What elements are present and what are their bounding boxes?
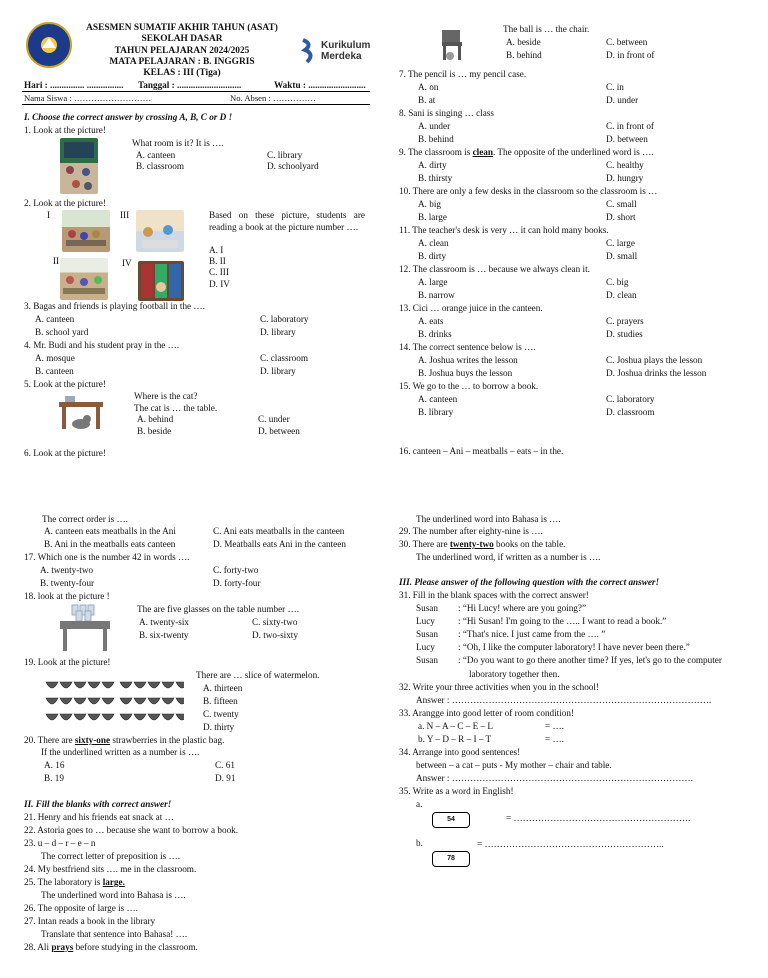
ball-chair-picture	[438, 28, 466, 62]
q4-option-b[interactable]: B. canteen	[35, 366, 74, 376]
q18-prompt: 18. look at the picture !	[24, 591, 110, 601]
watermelon-slice-icon	[102, 698, 114, 704]
q9-post: . The opposite of the underlined word is ….	[493, 147, 654, 157]
q9-option-b[interactable]: B. thirsty	[418, 173, 453, 183]
q11-text: 11. The teacher's desk is very … it can hold many books.	[399, 225, 609, 235]
q9-option-c[interactable]: C. healthy	[606, 160, 644, 170]
q4-option-a[interactable]: A. mosque	[35, 353, 75, 363]
q5-option-b[interactable]: B. beside	[137, 426, 172, 436]
dialog-line: : “Hi Lucy! where are you going?”	[458, 603, 587, 613]
q35a-number-box: 54	[432, 812, 470, 828]
watermelon-slice-icon	[176, 698, 184, 704]
q1-option-c[interactable]: C. library	[267, 150, 303, 160]
watermelon-picture	[44, 678, 184, 728]
q19-option-a[interactable]: A. thirteen	[203, 683, 243, 693]
q12-option-b[interactable]: B. narrow	[418, 290, 455, 300]
q11-option-d[interactable]: D. small	[606, 251, 638, 261]
dialog-line: : “Oh, I like the computer laboratory! I have never been there.”	[458, 642, 690, 652]
q3-option-b[interactable]: B. school yard	[35, 327, 89, 337]
q12-option-c[interactable]: C. big	[606, 277, 629, 287]
header-line-3: TAHUN PELAJARAN 2024/2025	[114, 45, 250, 56]
q29-text: 29. The number after eighty-nine is ….	[399, 526, 543, 536]
q-ball-text: The ball is … the chair.	[503, 24, 590, 34]
q35a-answer[interactable]: = ………………………………………………….	[506, 813, 691, 823]
q14-option-a[interactable]: A. Joshua writes the lesson	[418, 355, 518, 365]
q14-option-c[interactable]: C. Joshua plays the lesson	[606, 355, 703, 365]
q3-text: 3. Bagas and friends is playing football in the ….	[24, 301, 205, 311]
watermelon-slice-icon	[60, 714, 72, 720]
q1-option-d[interactable]: D. schoolyard	[267, 161, 319, 171]
q10-option-d[interactable]: D. short	[606, 212, 636, 222]
q3-option-c[interactable]: C. laboratory	[260, 314, 309, 324]
watermelon-slice-icon	[88, 682, 100, 688]
q19-option-c[interactable]: C. twenty	[203, 709, 239, 719]
q6-option-d[interactable]: D. Meatballs eats Ani in the canteen	[213, 539, 346, 549]
q27-text-2: Translate that sentence into Bahasa! ….	[41, 929, 188, 939]
q17-option-a[interactable]: A. twenty-two	[40, 565, 94, 575]
q9-option-d[interactable]: D. hungry	[606, 173, 644, 183]
q-ball-option-b[interactable]: B. behind	[506, 50, 542, 60]
q6-option-c[interactable]: C. Ani eats meatballs in the canteen	[213, 526, 345, 536]
q20-text-2: If the underlined written as a number is ….	[41, 747, 200, 757]
q4-text: 4. Mr. Budi and his student pray in the ….	[24, 340, 180, 350]
q7-text: 7. The pencil is … my pencil case.	[399, 69, 527, 79]
q4-option-d[interactable]: D. library	[260, 366, 296, 376]
q4-option-c[interactable]: C. classroom	[260, 353, 308, 363]
q22-text: 22. Astoria goes to … because she want to borrow a book.	[24, 825, 239, 835]
dialog-continuation: laboratory together then.	[469, 669, 560, 679]
q9-text	[399, 147, 654, 159]
watermelon-slice-icon	[120, 714, 132, 720]
watermelon-slice-icon	[176, 714, 184, 720]
tanggal-field: Tanggal : ............................	[138, 80, 242, 90]
q33-text: 33. Arangge into good letter of room condition!	[399, 708, 575, 718]
q32-text: 32. Write your three activities when you in the school!	[399, 682, 600, 692]
q10-text: 10. There are only a few desks in the classroom so the classroom is …	[399, 186, 658, 196]
q25-text	[24, 877, 125, 889]
q25-text-2: The underlined word into Bahasa is ….	[41, 890, 186, 900]
watermelon-slice-icon	[88, 714, 100, 720]
watermelon-slice-icon	[148, 682, 160, 688]
classroom-picture	[60, 138, 98, 194]
glasses-table-picture	[58, 603, 112, 653]
q35b-number-box: 78	[432, 851, 470, 867]
watermelon-slice-icon	[60, 698, 72, 704]
kurikulum-merdeka-logo	[299, 38, 371, 68]
q-ball-option-c[interactable]: C. between	[606, 37, 648, 47]
q26-text: 26. The opposite of large is ….	[24, 903, 138, 913]
picture-iv	[138, 261, 184, 301]
q30-text-2: The underlined word, if written as a number is ….	[416, 552, 601, 562]
q2-label-ii: II	[53, 256, 60, 266]
q30-post: books on the table.	[493, 539, 566, 549]
q5-text-2: The cat is … the table.	[134, 403, 218, 413]
section-3-title: III. Please answer of the following question with the correct answer!	[399, 577, 660, 587]
q5-text-1: Where is the cat?	[134, 391, 198, 401]
q8-text: 8. Sani is singing … class	[399, 108, 494, 118]
merdeka-text: Merdeka	[321, 51, 362, 62]
q28-text	[24, 942, 198, 954]
q20-text	[24, 735, 224, 747]
q17-text: 17. Which one is the number 42 in words ….	[24, 552, 190, 562]
watermelon-slice-icon	[102, 714, 114, 720]
q17-option-d[interactable]: D. forty-four	[213, 578, 261, 588]
q3-option-a[interactable]: A. canteen	[35, 314, 75, 324]
q34-text: 34. Arrange into good sentences!	[399, 747, 521, 757]
q9-underlined: clean	[472, 147, 493, 157]
q1-prompt: 1. Look at the picture!	[24, 125, 106, 135]
q1-text: What room is it? It is ….	[132, 138, 224, 148]
q7-option-c[interactable]: C. in	[606, 82, 624, 92]
q14-option-b[interactable]: B. Joshua buys the lesson	[418, 368, 513, 378]
q28-text-2: The underlined word into Bahasa is ….	[416, 514, 561, 524]
q5-option-d[interactable]: D. between	[258, 426, 300, 436]
q18-text: The are five glasses on the table number ….	[137, 604, 300, 614]
q35a-label: a.	[416, 799, 423, 809]
q12-option-a[interactable]: A. large	[418, 277, 448, 287]
q25-underlined: large.	[102, 877, 125, 887]
q2-option-d[interactable]: D. IV	[209, 279, 230, 289]
q-ball-option-d[interactable]: D. in front of	[606, 50, 655, 60]
dialog-line: : “Do you want to go there another time? If yes, let's go to the computer	[458, 655, 722, 665]
q33a-answer[interactable]: = ….	[545, 721, 564, 731]
q19-option-d[interactable]: D. thirty	[203, 722, 235, 732]
picture-ii	[60, 258, 108, 300]
dialog-speaker: Susan	[416, 655, 438, 665]
q2-prompt: 2. Look at the picture!	[24, 198, 106, 208]
q6-option-a[interactable]: A. canteen eats meatballs in the Ani	[44, 526, 176, 536]
q33b-text: b. Y – D – R – I – T	[418, 734, 492, 744]
q31-text: 31. Fill in the blank spaces with the correct answer!	[399, 590, 589, 600]
q8-option-a[interactable]: A. under	[418, 121, 451, 131]
header-rule-2	[22, 104, 370, 105]
header-line-4: MATA PELAJARAN : B. INGGRIS	[109, 56, 255, 67]
q17-option-c[interactable]: C. forty-two	[213, 565, 259, 575]
watermelon-slice-icon	[74, 682, 86, 688]
q25-pre: 25. The laboratory is	[24, 877, 103, 887]
dialog-speaker: Susan	[416, 603, 438, 613]
q2-option-a[interactable]: A. I	[209, 245, 224, 255]
q6-text: The correct order is ….	[42, 514, 128, 524]
q7-option-a[interactable]: A. on	[418, 82, 439, 92]
q34-text-2: between – a cat – puts - My mother – chair and table.	[416, 760, 612, 770]
q20-post: strawberries in the plastic bag.	[110, 735, 225, 745]
q19-text: There are … slice of watermelon.	[196, 670, 320, 680]
nama-field: Nama Siswa : ………………………	[24, 93, 152, 103]
cat-table-picture	[53, 396, 109, 432]
q20-pre: 20. There are	[24, 735, 75, 745]
q8-option-b[interactable]: B. behind	[418, 134, 454, 144]
dialog-line: : “That's nice. I just came from the …. ”	[458, 629, 606, 639]
q12-text: 12. The classroom is … because we always clean it.	[399, 264, 590, 274]
q34-answer-line[interactable]: Answer : …………………………………………………………………….	[416, 773, 693, 783]
watermelon-slice-icon	[74, 714, 86, 720]
q30-text	[399, 539, 565, 551]
q30-underlined: twenty-two	[449, 539, 494, 549]
q18-option-d[interactable]: D. two-sixty	[252, 630, 298, 640]
header-rule	[22, 91, 370, 92]
q16-text: 16. canteen – Ani – meatballs – eats – in the.	[399, 446, 564, 456]
q2-label-iii: III	[120, 210, 130, 220]
dialog-speaker: Susan	[416, 629, 438, 639]
watermelon-slice-icon	[148, 714, 160, 720]
q23-text-2: The correct letter of preposition is ….	[41, 851, 181, 861]
q15-option-b[interactable]: B. library	[418, 407, 454, 417]
q6-prompt: 6. Look at the picture!	[24, 448, 106, 458]
q30-pre: 30. There are	[399, 539, 450, 549]
q33b-answer[interactable]: = ….	[545, 734, 564, 744]
q1-option-b[interactable]: B. classroom	[136, 161, 184, 171]
q20-underlined: sixty-one	[74, 735, 111, 745]
q9-option-a[interactable]: A. dirty	[418, 160, 447, 170]
q35b-answer[interactable]: = …………………………………………………..	[477, 839, 664, 849]
absen-field: No. Absen : ……………	[230, 93, 316, 103]
q6-option-b[interactable]: B. Ani in the meatballs eats canteen	[44, 539, 176, 549]
watermelon-slice-icon	[46, 714, 58, 720]
q9-pre: 9. The classroom is	[399, 147, 473, 157]
q35b-label: b.	[416, 838, 423, 848]
q2-label-iv: IV	[122, 258, 132, 268]
q1-option-a[interactable]: A. canteen	[136, 150, 176, 160]
q10-option-c[interactable]: C. small	[606, 199, 637, 209]
exam-header	[72, 23, 292, 79]
q10-option-b[interactable]: B. large	[418, 212, 447, 222]
q18-option-b[interactable]: B. six-twenty	[139, 630, 189, 640]
q8-option-d[interactable]: D. between	[606, 134, 648, 144]
q13-option-c[interactable]: C. prayers	[606, 316, 644, 326]
q33a-text: a. N – A – C – E – L	[418, 721, 494, 731]
watermelon-slice-icon	[46, 698, 58, 704]
q3-option-d[interactable]: D. library	[260, 327, 296, 337]
q15-option-a[interactable]: A. canteen	[418, 394, 458, 404]
q27-text: 27. Intan reads a book in the library	[24, 916, 156, 926]
q20-option-d[interactable]: D. 91	[215, 773, 236, 783]
q24-text: 24. My bestfriend sits …. me in the classroom.	[24, 864, 197, 874]
hari-field: Hari : ............... ................	[24, 80, 124, 90]
q18-option-a[interactable]: A. twenty-six	[139, 617, 190, 627]
watermelon-slice-icon	[148, 698, 160, 704]
q12-option-d[interactable]: D. clean	[606, 290, 637, 300]
q20-option-c[interactable]: C. 61	[215, 760, 235, 770]
header-line-1: ASESMEN SUMATIF AKHIR TAHUN (ASAT)	[86, 23, 278, 33]
header-line-2: SEKOLAH DASAR	[141, 34, 223, 45]
q20-option-a[interactable]: A. 16	[44, 760, 65, 770]
watermelon-slice-icon	[162, 682, 174, 688]
watermelon-slice-icon	[74, 698, 86, 704]
q7-option-b[interactable]: B. at	[418, 95, 436, 105]
q28-underlined: prays	[51, 942, 74, 952]
waktu-field: Waktu : .........................	[274, 80, 366, 90]
q2-text: Based on these picture, students are reading a book at the picture number ….	[209, 210, 365, 232]
q28-pre: 28. Ali	[24, 942, 52, 952]
q19-option-b[interactable]: B. fifteen	[203, 696, 238, 706]
q13-text: 13. Cici … orange juice in the canteen.	[399, 303, 543, 313]
q23-text: 23. u – d – r – e – n	[24, 838, 96, 848]
q14-text: 14. The correct sentence below is ….	[399, 342, 536, 352]
q32-answer-line[interactable]: Answer : ………………………………………………………………………….	[416, 695, 712, 705]
school-logo	[26, 22, 72, 68]
watermelon-slice-icon	[176, 682, 184, 688]
dialog-line: : “Hi Susan! I'm going to the ….. I want to read a book.”	[458, 616, 667, 626]
watermelon-slice-icon	[102, 682, 114, 688]
q8-option-c[interactable]: C. in front of	[606, 121, 654, 131]
watermelon-slice-icon	[134, 682, 146, 688]
q13-option-a[interactable]: A. eats	[418, 316, 444, 326]
picture-i	[62, 210, 110, 252]
q14-option-d[interactable]: D. Joshua drinks the lesson	[606, 368, 707, 378]
watermelon-slice-icon	[120, 682, 132, 688]
watermelon-slice-icon	[88, 698, 100, 704]
watermelon-slice-icon	[162, 698, 174, 704]
watermelon-slice-icon	[60, 682, 72, 688]
q2-option-c[interactable]: C. III	[209, 267, 229, 277]
q15-text: 15. We go to the … to borrow a book.	[399, 381, 539, 391]
q13-option-b[interactable]: B. drinks	[418, 329, 452, 339]
dialog-speaker: Lucy	[416, 642, 435, 652]
q2-option-b[interactable]: B. II	[209, 256, 226, 266]
q11-option-b[interactable]: B. dirty	[418, 251, 447, 261]
picture-iii	[136, 210, 184, 252]
q15-option-c[interactable]: C. laboratory	[606, 394, 655, 404]
q5-prompt: 5. Look at the picture!	[24, 379, 106, 389]
section-1-title: I. Choose the correct answer by crossing A, B, C or D !	[24, 112, 233, 122]
q11-option-a[interactable]: A. clean	[418, 238, 449, 248]
watermelon-slice-icon	[134, 714, 146, 720]
watermelon-slice-icon	[46, 682, 58, 688]
q11-option-c[interactable]: C. large	[606, 238, 635, 248]
q10-option-a[interactable]: A. big	[418, 199, 441, 209]
watermelon-slice-icon	[162, 714, 174, 720]
q17-option-b[interactable]: B. twenty-four	[40, 578, 95, 588]
kurikulum-text: Kurikulum	[321, 40, 371, 51]
q2-label-i: I	[47, 210, 51, 220]
q28-post: before studying in the classroom.	[73, 942, 198, 952]
q13-option-d[interactable]: D. studies	[606, 329, 643, 339]
q-ball-option-a[interactable]: A. beside	[506, 37, 541, 47]
watermelon-slice-icon	[134, 698, 146, 704]
q21-text: 21. Henry and his friends eat snack at …	[24, 812, 174, 822]
watermelon-slice-icon	[120, 698, 132, 704]
q7-option-d[interactable]: D. under	[606, 95, 639, 105]
q35-text: 35. Write as a word in English!	[399, 786, 514, 796]
q18-option-c[interactable]: C. sixty-two	[252, 617, 298, 627]
q5-option-c[interactable]: C. under	[258, 414, 290, 424]
section-2-title: II. Fill the blanks with correct answer!	[24, 799, 172, 809]
q19-prompt: 19. Look at the picture!	[24, 657, 111, 667]
dialog-speaker: Lucy	[416, 616, 435, 626]
q15-option-d[interactable]: D. classroom	[606, 407, 655, 417]
header-line-5: KELAS : III (Tiga)	[143, 68, 221, 79]
q5-option-a[interactable]: A. behind	[137, 414, 174, 424]
q20-option-b[interactable]: B. 19	[44, 773, 64, 783]
